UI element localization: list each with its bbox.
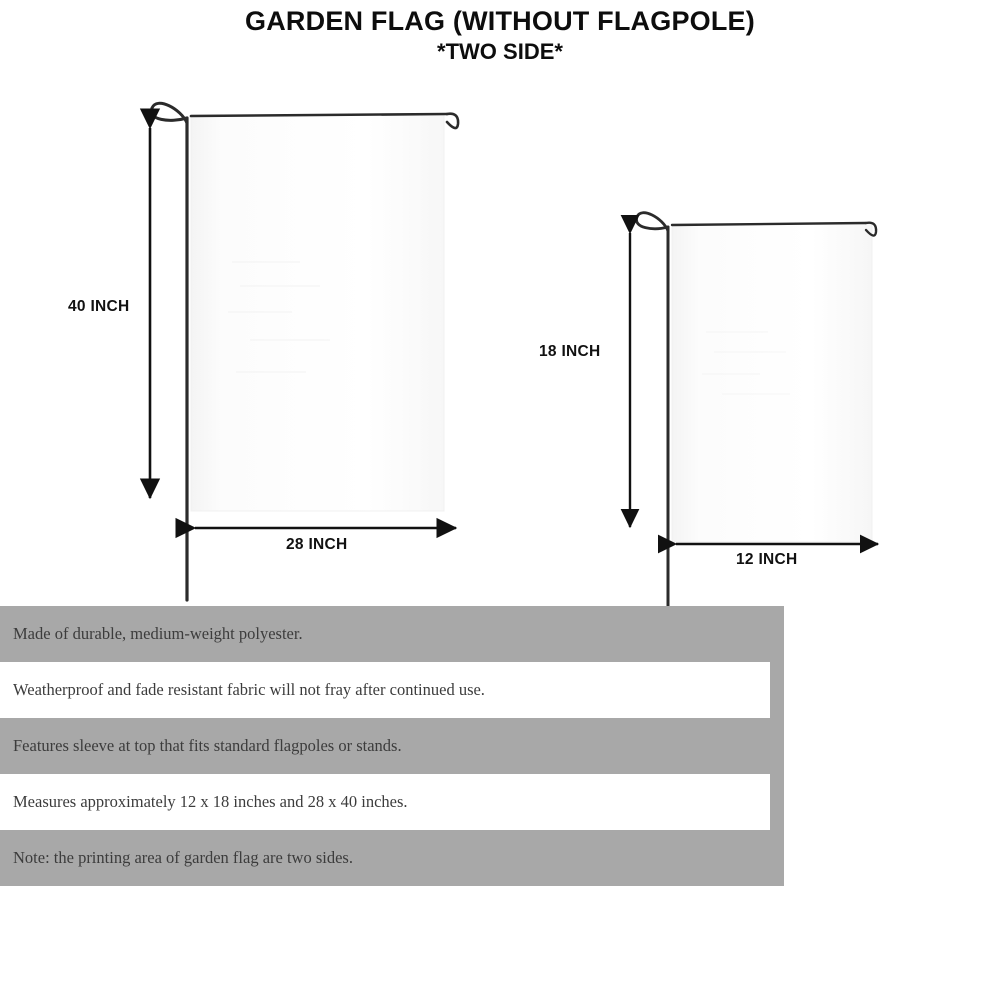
feature-list	[0, 606, 784, 886]
feature-text: Made of durable, medium-weight polyester.	[13, 624, 303, 643]
large-flag-pole-loop	[151, 103, 187, 123]
list-item	[0, 662, 770, 718]
large-flag-panel	[191, 115, 444, 511]
list-item	[0, 606, 784, 662]
small-flag-width-label: 12 INCH	[736, 551, 798, 568]
small-flag-pole-loop	[636, 213, 668, 231]
large-flag-height-label: 40 INCH	[68, 298, 130, 315]
page-title: GARDEN FLAG (WITHOUT FLAGPOLE)	[245, 6, 755, 36]
page-subtitle: *TWO SIDE*	[437, 39, 563, 65]
feature-text: Weatherproof and fade resistant fabric will not fray after continued use.	[13, 680, 485, 699]
list-item	[0, 774, 770, 830]
feature-text: Measures approximately 12 x 18 inches and 28 x 40 inches.	[13, 792, 408, 811]
small-flag-height-label: 18 INCH	[539, 343, 601, 360]
list-item	[0, 830, 784, 886]
large-flag-width-label: 28 INCH	[286, 536, 348, 553]
list-item	[0, 718, 784, 774]
feature-text: Features sleeve at top that fits standard flagpoles or stands.	[13, 736, 402, 755]
feature-text: Note: the printing area of garden flag are two sides.	[13, 848, 353, 867]
small-flag-panel	[672, 224, 872, 542]
large-flag-group	[151, 103, 458, 600]
